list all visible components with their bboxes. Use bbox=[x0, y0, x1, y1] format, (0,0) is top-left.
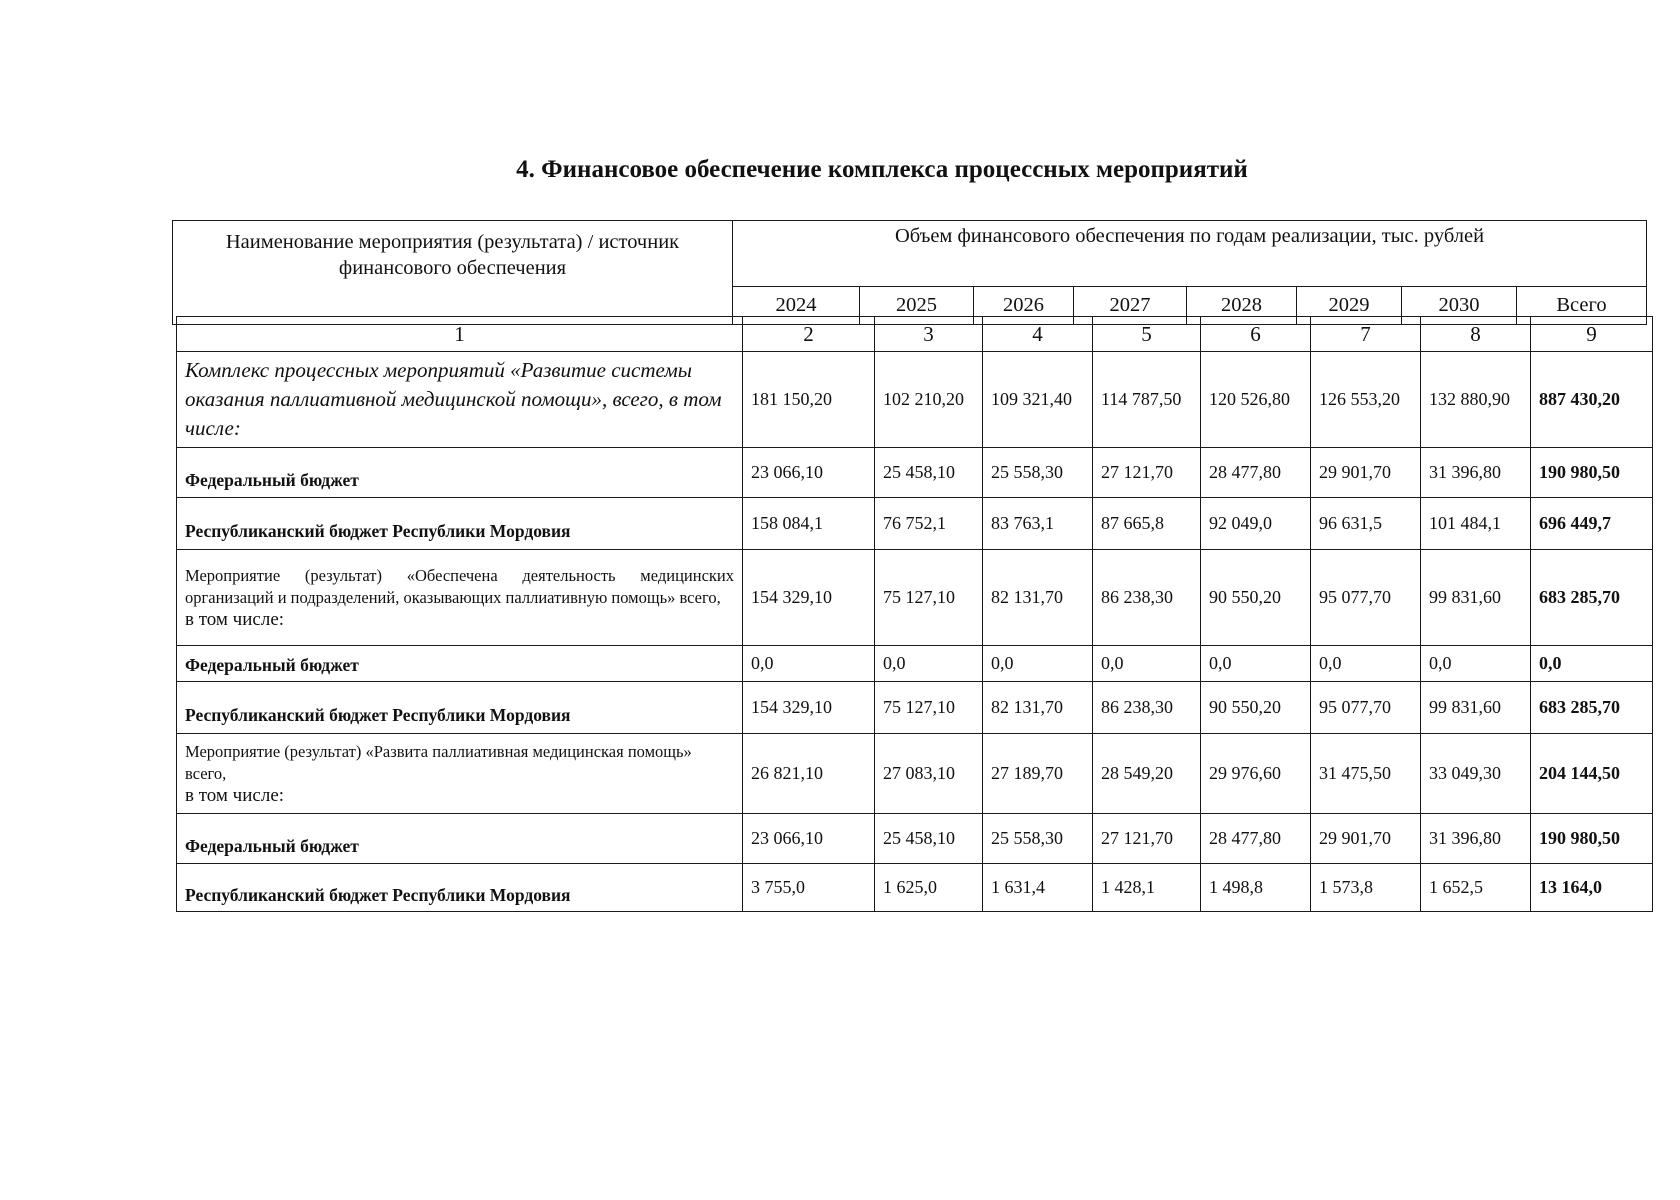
row-label: Республиканский бюджет Республики Мордовия bbox=[177, 498, 743, 550]
table-cell: 29 901,70 bbox=[1311, 448, 1421, 498]
finance-table bbox=[176, 316, 1653, 912]
table-cell: 27 121,70 bbox=[1093, 814, 1201, 864]
table-cell: 27 083,10 bbox=[875, 734, 983, 814]
table-cell: 25 558,30 bbox=[983, 448, 1093, 498]
table-row bbox=[177, 550, 1653, 646]
table-cell: 109 321,40 bbox=[983, 352, 1093, 448]
table-cell: 1 631,4 bbox=[983, 864, 1093, 912]
table-cell: 1 625,0 bbox=[875, 864, 983, 912]
row-label: Республиканский бюджет Республики Мордовия bbox=[177, 682, 743, 734]
table-row bbox=[177, 814, 1653, 864]
table-cell-total: 696 449,7 bbox=[1531, 498, 1653, 550]
table-row bbox=[177, 498, 1653, 550]
table-cell-total: 683 285,70 bbox=[1531, 682, 1653, 734]
table-cell-total: 13 164,0 bbox=[1531, 864, 1653, 912]
row-label: Республиканский бюджет Республики Мордовия bbox=[177, 864, 743, 912]
table-cell-total: 683 285,70 bbox=[1531, 550, 1653, 646]
table-cell: 114 787,50 bbox=[1093, 352, 1201, 448]
table-cell: 1 428,1 bbox=[1093, 864, 1201, 912]
table-cell: 76 752,1 bbox=[875, 498, 983, 550]
row-label: Комплекс процессных мероприятий «Развитие системы оказания паллиативной медицинской помощи», всего, в том числе: bbox=[177, 352, 743, 448]
table-cell-total: 190 980,50 bbox=[1531, 814, 1653, 864]
table-cell: 102 210,20 bbox=[875, 352, 983, 448]
table-cell: 3 755,0 bbox=[743, 864, 875, 912]
table-cell: 29 901,70 bbox=[1311, 814, 1421, 864]
table-row bbox=[177, 864, 1653, 912]
table-cell: 75 127,10 bbox=[875, 550, 983, 646]
table-cell-total: 190 980,50 bbox=[1531, 448, 1653, 498]
column-number: 2 bbox=[743, 317, 875, 352]
row-label: Федеральный бюджет bbox=[177, 646, 743, 682]
table-cell: 31 475,50 bbox=[1311, 734, 1421, 814]
table-cell: 27 189,70 bbox=[983, 734, 1093, 814]
table-cell: 99 831,60 bbox=[1421, 682, 1531, 734]
total-header: Всего bbox=[1517, 287, 1647, 325]
table-cell: 27 121,70 bbox=[1093, 448, 1201, 498]
table-cell: 132 880,90 bbox=[1421, 352, 1531, 448]
row-label: Федеральный бюджет bbox=[177, 448, 743, 498]
table-cell: 28 477,80 bbox=[1201, 448, 1311, 498]
table-cell: 86 238,30 bbox=[1093, 682, 1201, 734]
table-cell: 25 558,30 bbox=[983, 814, 1093, 864]
column-number: 4 bbox=[983, 317, 1093, 352]
column-number: 7 bbox=[1311, 317, 1421, 352]
column-header-name: Наименование мероприятия (результата) / источник финансового обеспечения bbox=[173, 221, 733, 325]
column-header-volume: Объем финансового обеспечения по годам реализации, тыс. рублей bbox=[733, 221, 1647, 287]
year-header: 2026 bbox=[974, 287, 1074, 325]
table-row bbox=[177, 646, 1653, 682]
row-label-text: Мероприятие (результат) «Обеспечена деятельность медицинских организаций и подразделений, оказывающих паллиативную помощь» всего, bbox=[185, 565, 734, 607]
table-cell: 31 396,80 bbox=[1421, 814, 1531, 864]
table-cell: 0,0 bbox=[743, 646, 875, 682]
table-cell: 1 498,8 bbox=[1201, 864, 1311, 912]
table-cell: 158 084,1 bbox=[743, 498, 875, 550]
table-cell: 0,0 bbox=[1311, 646, 1421, 682]
table-cell: 92 049,0 bbox=[1201, 498, 1311, 550]
column-number: 3 bbox=[875, 317, 983, 352]
table-cell: 1 573,8 bbox=[1311, 864, 1421, 912]
year-header: 2029 bbox=[1297, 287, 1402, 325]
table-cell: 82 131,70 bbox=[983, 550, 1093, 646]
table-cell: 181 150,20 bbox=[743, 352, 875, 448]
row-label-tail: в том числе: bbox=[185, 608, 285, 630]
table-cell: 96 631,5 bbox=[1311, 498, 1421, 550]
year-header: 2028 bbox=[1187, 287, 1297, 325]
table-row bbox=[177, 682, 1653, 734]
row-label-text: Мероприятие (результат) «Развита паллиативная медицинская помощь» всего, bbox=[185, 741, 692, 783]
table-cell: 33 049,30 bbox=[1421, 734, 1531, 814]
table-cell-total: 887 430,20 bbox=[1531, 352, 1653, 448]
row-label bbox=[177, 734, 743, 814]
table-row bbox=[177, 352, 1653, 448]
table-cell: 1 652,5 bbox=[1421, 864, 1531, 912]
column-number: 5 bbox=[1093, 317, 1201, 352]
table-row bbox=[177, 448, 1653, 498]
table-cell: 154 329,10 bbox=[743, 682, 875, 734]
table-cell: 0,0 bbox=[983, 646, 1093, 682]
table-cell: 0,0 bbox=[875, 646, 983, 682]
table-cell-total: 0,0 bbox=[1531, 646, 1653, 682]
table-cell: 87 665,8 bbox=[1093, 498, 1201, 550]
table-cell: 120 526,80 bbox=[1201, 352, 1311, 448]
table-cell: 31 396,80 bbox=[1421, 448, 1531, 498]
table-cell: 25 458,10 bbox=[875, 814, 983, 864]
table-cell: 126 553,20 bbox=[1311, 352, 1421, 448]
column-number: 1 bbox=[177, 317, 743, 352]
table-cell: 25 458,10 bbox=[875, 448, 983, 498]
row-label-tail: в том числе: bbox=[185, 784, 285, 806]
column-number: 8 bbox=[1421, 317, 1531, 352]
table-cell: 75 127,10 bbox=[875, 682, 983, 734]
year-header: 2025 bbox=[860, 287, 974, 325]
page-title: 4. Финансовое обеспечение комплекса процессных мероприятий bbox=[516, 156, 1248, 183]
table-cell: 90 550,20 bbox=[1201, 550, 1311, 646]
table-cell: 0,0 bbox=[1201, 646, 1311, 682]
table-cell-total: 204 144,50 bbox=[1531, 734, 1653, 814]
table-cell: 23 066,10 bbox=[743, 814, 875, 864]
column-number: 6 bbox=[1201, 317, 1311, 352]
column-number-row bbox=[177, 317, 1653, 352]
table-cell: 86 238,30 bbox=[1093, 550, 1201, 646]
table-header bbox=[172, 220, 1647, 325]
table-cell: 95 077,70 bbox=[1311, 550, 1421, 646]
table-cell: 28 549,20 bbox=[1093, 734, 1201, 814]
table-cell: 99 831,60 bbox=[1421, 550, 1531, 646]
year-header: 2030 bbox=[1402, 287, 1517, 325]
table-cell: 0,0 bbox=[1421, 646, 1531, 682]
table-cell: 95 077,70 bbox=[1311, 682, 1421, 734]
table-cell: 0,0 bbox=[1093, 646, 1201, 682]
table-cell: 90 550,20 bbox=[1201, 682, 1311, 734]
table-cell: 83 763,1 bbox=[983, 498, 1093, 550]
table-cell: 101 484,1 bbox=[1421, 498, 1531, 550]
table-cell: 28 477,80 bbox=[1201, 814, 1311, 864]
table-cell: 26 821,10 bbox=[743, 734, 875, 814]
table-row bbox=[177, 734, 1653, 814]
column-number: 9 bbox=[1531, 317, 1653, 352]
table-cell: 154 329,10 bbox=[743, 550, 875, 646]
table-cell: 29 976,60 bbox=[1201, 734, 1311, 814]
year-header: 2024 bbox=[733, 287, 860, 325]
year-header: 2027 bbox=[1074, 287, 1187, 325]
table-cell: 23 066,10 bbox=[743, 448, 875, 498]
row-label: Федеральный бюджет bbox=[177, 814, 743, 864]
table-cell: 82 131,70 bbox=[983, 682, 1093, 734]
row-label bbox=[177, 550, 743, 646]
